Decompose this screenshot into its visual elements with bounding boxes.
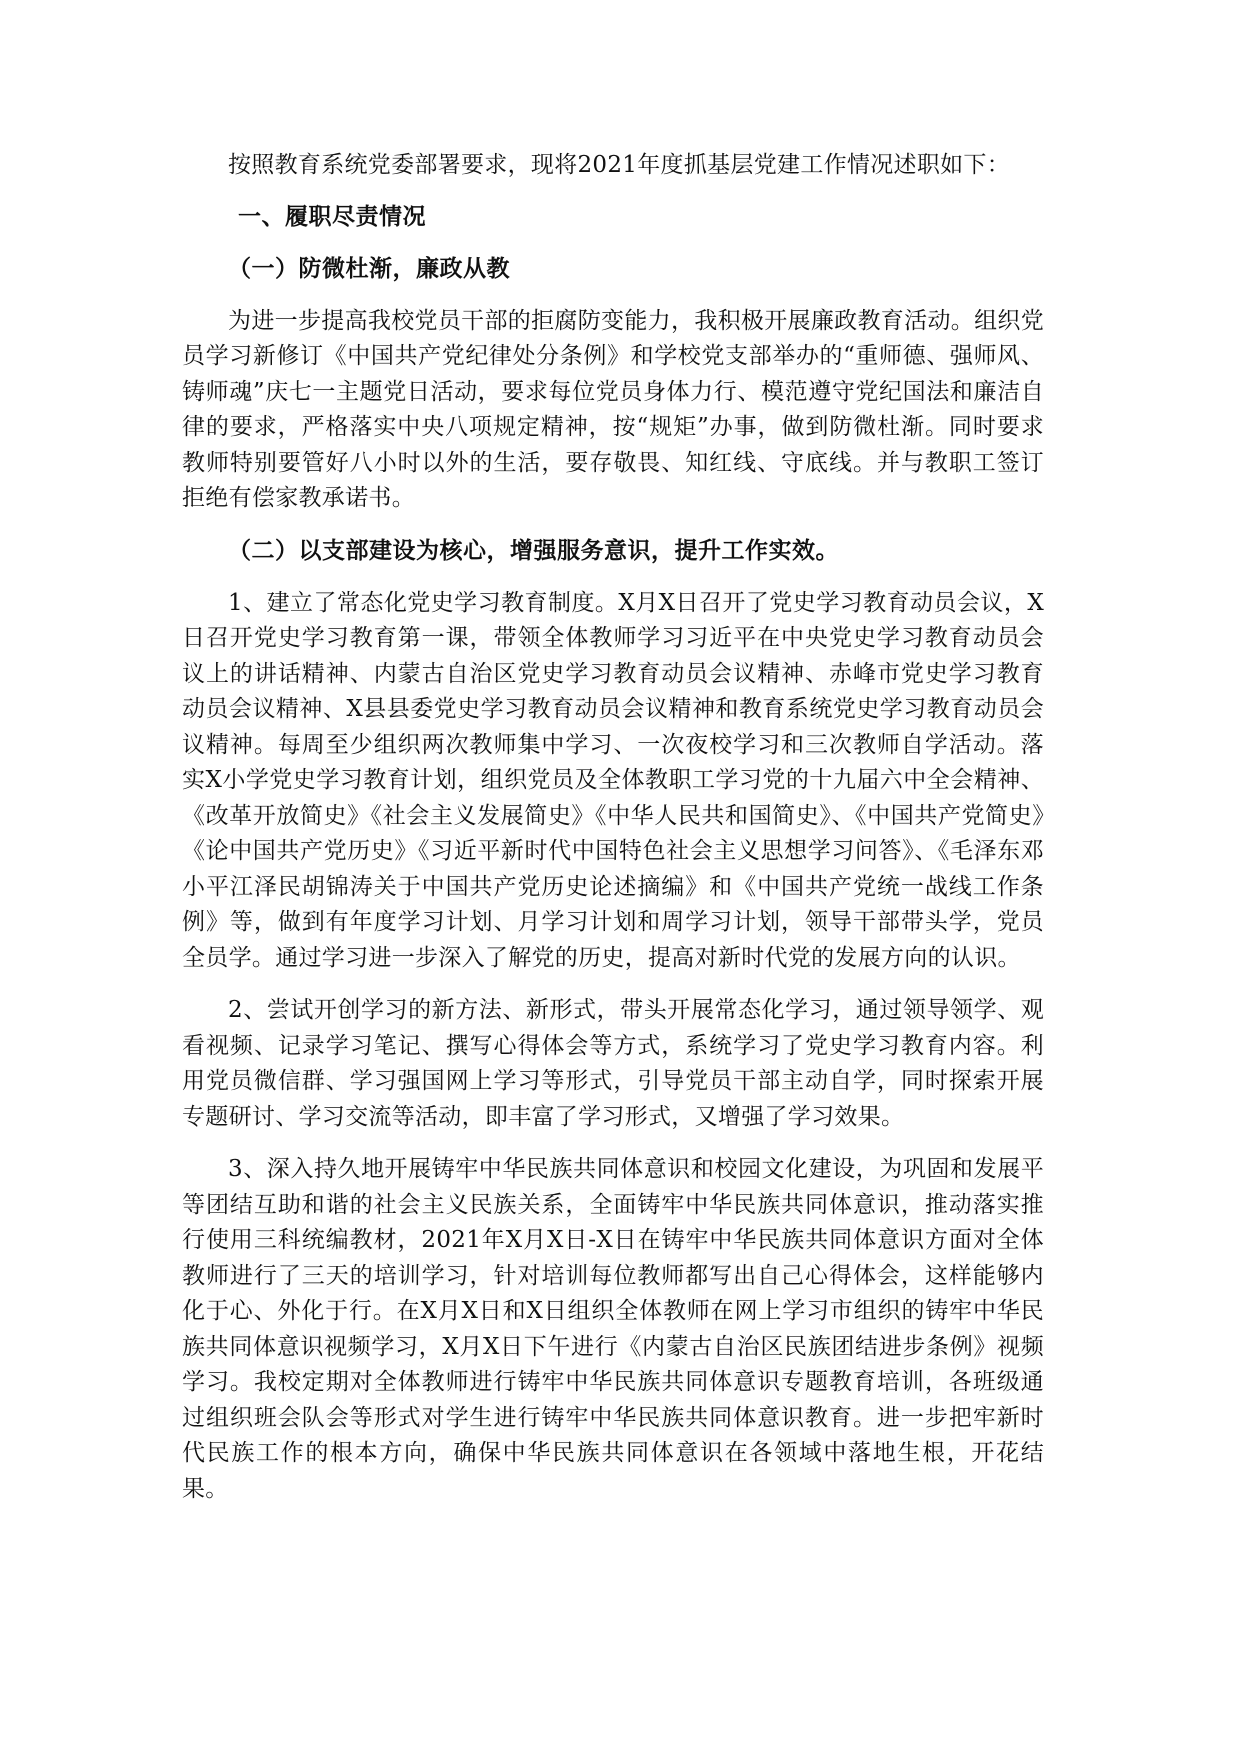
paragraph-new-learning-methods: 2、尝试开创学习的新方法、新形式，带头开展常态化学习，通过领导领学、观看视频、记录学习笔记、撰写心得体会等方式，系统学习了党史学习教育内容。利用党员微信群、学习强国网上学习等形式，引导党员干部主动自学，同时探索开展专题研讨、学习交流等活动，即丰富了学习形式，又增强了学习效果。 — [182, 997, 1044, 1130]
paragraph-party-history-study-system: 1、建立了常态化党史学习教育制度。X月X日召开了党史学习教育动员会议，X日召开党史学习教育第一课，带领全体教师学习习近平在中央党史学习教育动员会议上的讲话精神、内蒙古自治区党史学习教育动员会议精神、赤峰市党史学习教育动员会议精神、X县县委党史学习教育动员会议精神和教育系统党史学习教育动员会议精神。每周至少组织两次教师集中学习、一次夜校学习和三次教师自学活动。落实X小学党史学习教育计划，组织党员及全体教职工学习党的十九届六中全会精神、《改革开放简史》《社会主义发展简史》《中华人民共和国简史》、《中国共产党简史》《论中国共产党历史》《习近平新时代中国特色社会主义思想学习问答》、《毛泽东邓小平江泽民胡锦涛关于中国共产党历史论述摘编》和《中国共产党统一战线工作条例》等，做到有年度学习计划、月学习计划和周学习计划，领导干部带头学，党员全员学。通过学习进一步深入了解党的历史，提高对新时代党的发展方向的认识。 — [182, 589, 1044, 971]
paragraph-integrity-education: 为进一步提高我校党员干部的拒腐防变能力，我积极开展廉政教育活动。组织党员学习新修订《中国共产党纪律处分条例》和学校党支部举办的“重师德、强师风、铸师魂”庆七一主题党日活动，要求每位党员身体力行、模范遵守党纪国法和廉洁自律的要求，严格落实中央八项规定精神，按“规矩”办事，做到防微杜渐。同时要求教师特别要管好八小时以外的生活，要存敬畏、知红线、守底线。并与教职工签订拒绝有偿家教承诺书。 — [182, 307, 1044, 511]
intro-paragraph: 按照教育系统党委部署要求，现将2021年度抓基层党建工作情况述职如下： — [228, 152, 1011, 178]
document-page — [182, 148, 1044, 1524]
subsection-heading-integrity: （一）防微杜渐，廉政从教 — [228, 255, 510, 282]
paragraph-national-community-awareness: 3、深入持久地开展铸牢中华民族共同体意识和校园文化建设，为巩固和发展平等团结互助和谐的社会主义民族关系，全面铸牢中华民族共同体意识，推动落实推行使用三科统编教材，2021年X月X日-X日在铸牢中华民族共同体意识方面对全体教师进行了三天的培训学习，针对培训每位教师都写出自己心得体会，这样能够内化于心、外化于行。在X月X日和X日组织全体教师在网上学习市组织的铸牢中华民族共同体意识视频学习，X月X日下午进行《内蒙古自治区民族团结进步条例》视频学习。我校定期对全体教师进行铸牢中华民族共同体意识专题教育培训，各班级通过组织班会队会等形式对学生进行铸牢中华民族共同体意识教育。进一步把牢新时代民族工作的根本方向，确保中华民族共同体意识在各领域中落地生根，开花结果。 — [182, 1156, 1044, 1502]
section-heading-duty-performance: 一、履职尽责情况 — [238, 203, 426, 230]
subsection-heading-branch-building: （二）以支部建设为核心，增强服务意识，提升工作实效。 — [228, 537, 839, 564]
